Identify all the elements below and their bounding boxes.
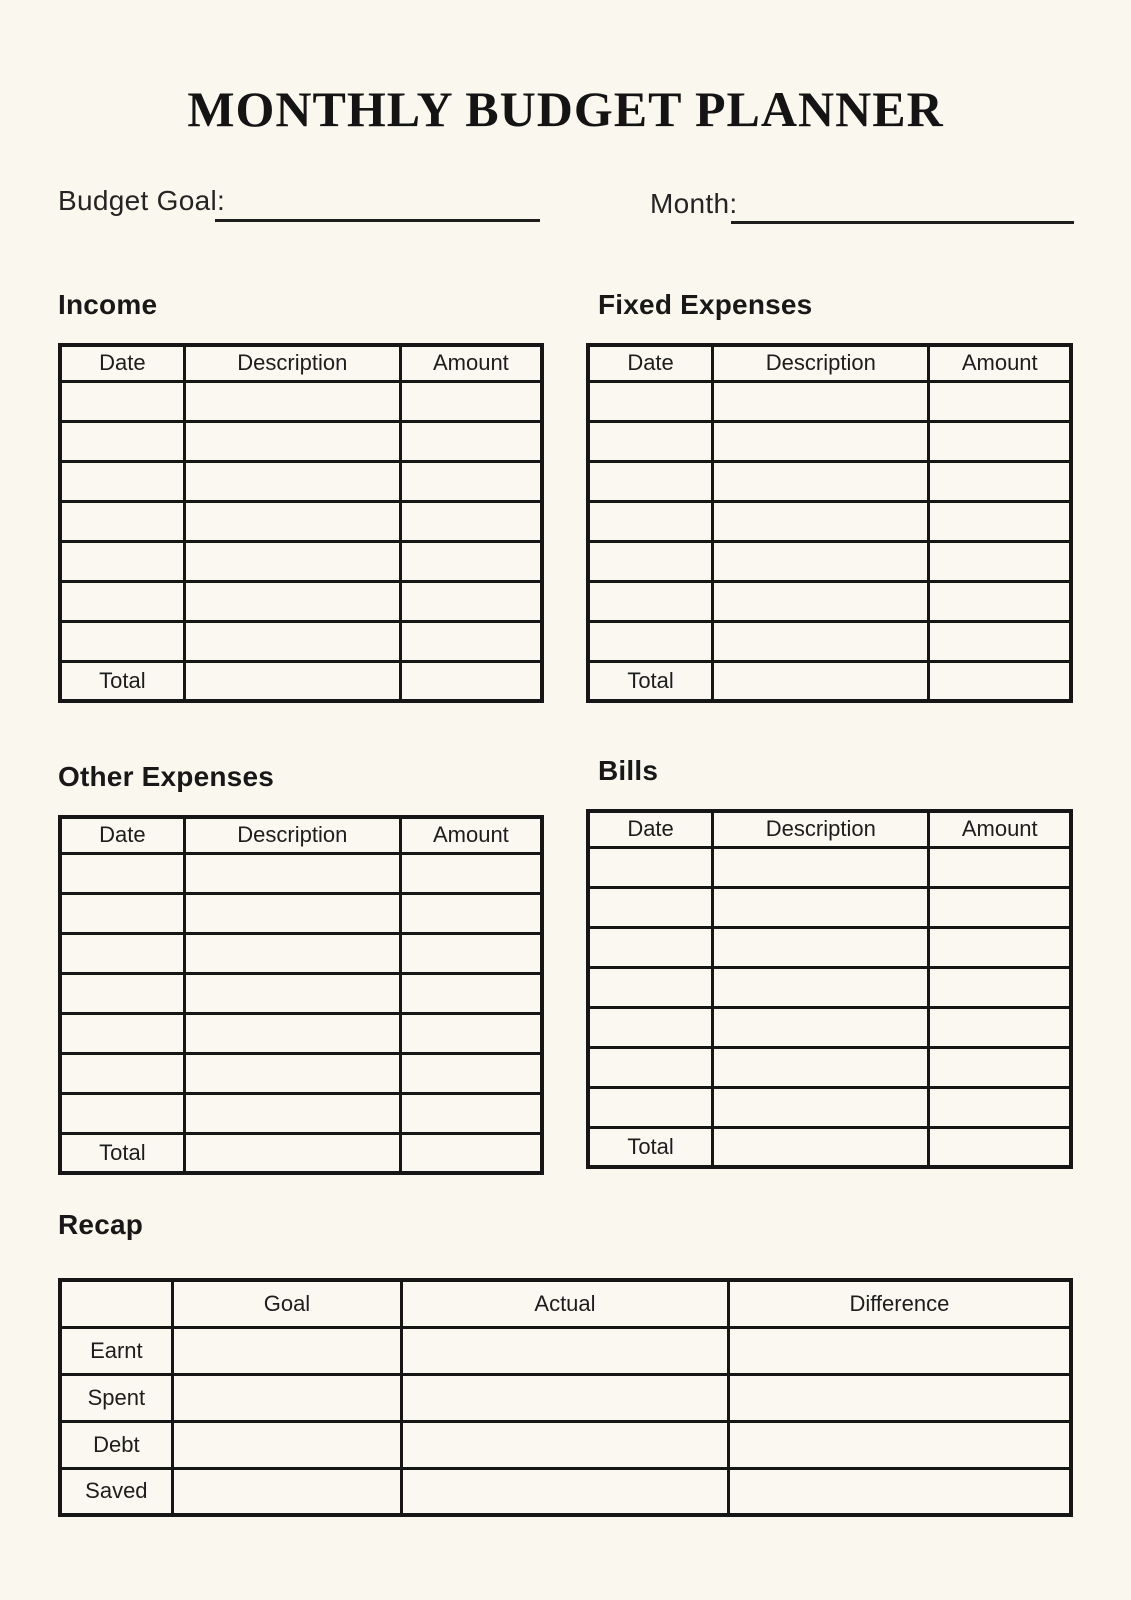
recap-heading: Recap bbox=[58, 1209, 144, 1240]
bills-section bbox=[586, 754, 1073, 1169]
recap-column-header-actual: Actual bbox=[402, 1280, 729, 1327]
fixed-expenses-date-cell[interactable] bbox=[588, 541, 713, 581]
other-expenses-date-cell[interactable] bbox=[60, 1013, 184, 1053]
income-date-cell[interactable] bbox=[60, 381, 184, 421]
other-expenses-row-6 bbox=[60, 1053, 542, 1093]
income-row-3 bbox=[60, 461, 542, 501]
month-input-line[interactable] bbox=[731, 221, 1074, 224]
bills-description-cell[interactable] bbox=[713, 847, 929, 887]
income-section bbox=[58, 288, 544, 703]
recap-debt-difference-cell[interactable] bbox=[728, 1421, 1071, 1468]
fixed-expenses-amount-cell[interactable] bbox=[929, 461, 1071, 501]
recap-row-label-saved: Saved bbox=[60, 1468, 172, 1515]
bills-amount-cell[interactable] bbox=[929, 1007, 1071, 1047]
recap-debt-actual-cell[interactable] bbox=[402, 1421, 729, 1468]
bills-date-cell[interactable] bbox=[588, 1047, 713, 1087]
fixed-expenses-total-description-cell[interactable] bbox=[713, 661, 929, 701]
bills-total-label: Total bbox=[588, 1127, 713, 1167]
other-expenses-row-4 bbox=[60, 973, 542, 1013]
income-column-header-amount: Amount bbox=[400, 345, 542, 381]
recap-earnt-difference-cell[interactable] bbox=[728, 1327, 1071, 1374]
other-expenses-row-3 bbox=[60, 933, 542, 973]
bills-row-5 bbox=[588, 1007, 1071, 1047]
bills-date-cell[interactable] bbox=[588, 927, 713, 967]
income-row-2 bbox=[60, 421, 542, 461]
bills-column-header-description: Description bbox=[713, 811, 929, 847]
other-expenses-description-cell[interactable] bbox=[184, 1053, 400, 1093]
fixed-expenses-row-6 bbox=[588, 581, 1071, 621]
bills-date-cell[interactable] bbox=[588, 1087, 713, 1127]
income-total-amount-cell[interactable] bbox=[400, 661, 542, 701]
fixed-expenses-section bbox=[586, 288, 1073, 703]
other-expenses-amount-cell[interactable] bbox=[400, 933, 542, 973]
recap-row-label-earnt: Earnt bbox=[60, 1327, 172, 1374]
other-expenses-total-label: Total bbox=[60, 1133, 184, 1173]
other-expenses-amount-cell[interactable] bbox=[400, 1013, 542, 1053]
income-date-cell[interactable] bbox=[60, 541, 184, 581]
recap-column-header-difference: Difference bbox=[728, 1280, 1071, 1327]
income-description-cell[interactable] bbox=[184, 621, 400, 661]
other-expenses-row-1 bbox=[60, 853, 542, 893]
bills-row-2 bbox=[588, 887, 1071, 927]
recap-row-earnt bbox=[60, 1327, 1071, 1374]
fixed-expenses-description-cell[interactable] bbox=[713, 381, 929, 421]
bills-amount-cell[interactable] bbox=[929, 847, 1071, 887]
other-expenses-amount-cell[interactable] bbox=[400, 973, 542, 1013]
other-expenses-row-2 bbox=[60, 893, 542, 933]
income-row-7 bbox=[60, 621, 542, 661]
fixed-expenses-heading: Fixed Expenses bbox=[598, 289, 813, 320]
income-amount-cell[interactable] bbox=[400, 501, 542, 541]
other-expenses-section bbox=[58, 760, 544, 1175]
bills-date-cell[interactable] bbox=[588, 1007, 713, 1047]
recap-row-saved bbox=[60, 1468, 1071, 1515]
fixed-expenses-total-row bbox=[588, 661, 1071, 701]
income-amount-cell[interactable] bbox=[400, 381, 542, 421]
fixed-expenses-row-3 bbox=[588, 461, 1071, 501]
fixed-expenses-total-amount-cell[interactable] bbox=[929, 661, 1071, 701]
recap-corner-cell bbox=[60, 1280, 172, 1327]
income-amount-cell[interactable] bbox=[400, 621, 542, 661]
other-expenses-description-cell[interactable] bbox=[184, 853, 400, 893]
fixed-expenses-row-7 bbox=[588, 621, 1071, 661]
fixed-expenses-date-cell[interactable] bbox=[588, 421, 713, 461]
bills-column-header-date: Date bbox=[588, 811, 713, 847]
other-expenses-description-cell[interactable] bbox=[184, 933, 400, 973]
other-expenses-header-row bbox=[60, 817, 542, 853]
recap-section bbox=[58, 1208, 1073, 1517]
other-expenses-amount-cell[interactable] bbox=[400, 853, 542, 893]
bills-table bbox=[586, 809, 1073, 1169]
budget-goal-label: Budget Goal: bbox=[58, 185, 226, 216]
recap-row-debt bbox=[60, 1421, 1071, 1468]
other-expenses-column-header-description: Description bbox=[184, 817, 400, 853]
other-expenses-row-7 bbox=[60, 1093, 542, 1133]
fixed-expenses-date-cell[interactable] bbox=[588, 621, 713, 661]
fixed-expenses-description-cell[interactable] bbox=[713, 421, 929, 461]
bills-row-4 bbox=[588, 967, 1071, 1007]
other-expenses-date-cell[interactable] bbox=[60, 933, 184, 973]
recap-row-spent bbox=[60, 1374, 1071, 1421]
income-column-header-description: Description bbox=[184, 345, 400, 381]
bills-description-cell[interactable] bbox=[713, 967, 929, 1007]
income-description-cell[interactable] bbox=[184, 381, 400, 421]
other-expenses-date-cell[interactable] bbox=[60, 1053, 184, 1093]
other-expenses-date-cell[interactable] bbox=[60, 853, 184, 893]
fixed-expenses-column-header-date: Date bbox=[588, 345, 713, 381]
income-description-cell[interactable] bbox=[184, 421, 400, 461]
fixed-expenses-description-cell[interactable] bbox=[713, 621, 929, 661]
fixed-expenses-description-cell[interactable] bbox=[713, 461, 929, 501]
fixed-expenses-total-label: Total bbox=[588, 661, 713, 701]
fixed-expenses-row-1 bbox=[588, 381, 1071, 421]
other-expenses-description-cell[interactable] bbox=[184, 893, 400, 933]
recap-header-row bbox=[60, 1280, 1071, 1327]
other-expenses-heading: Other Expenses bbox=[58, 761, 274, 792]
bills-amount-cell[interactable] bbox=[929, 927, 1071, 967]
income-row-6 bbox=[60, 581, 542, 621]
income-date-cell[interactable] bbox=[60, 621, 184, 661]
income-row-1 bbox=[60, 381, 542, 421]
bills-description-cell[interactable] bbox=[713, 927, 929, 967]
income-heading: Income bbox=[58, 289, 158, 320]
fixed-expenses-amount-cell[interactable] bbox=[929, 381, 1071, 421]
fixed-expenses-date-cell[interactable] bbox=[588, 381, 713, 421]
other-expenses-description-cell[interactable] bbox=[184, 1093, 400, 1133]
bills-amount-cell[interactable] bbox=[929, 887, 1071, 927]
recap-earnt-actual-cell[interactable] bbox=[402, 1327, 729, 1374]
recap-table bbox=[58, 1278, 1073, 1517]
page-title: MONTHLY BUDGET PLANNER bbox=[187, 81, 944, 137]
fixed-expenses-row-4 bbox=[588, 501, 1071, 541]
bills-description-cell[interactable] bbox=[713, 1087, 929, 1127]
recap-row-label-debt: Debt bbox=[60, 1421, 172, 1468]
fixed-expenses-column-header-amount: Amount bbox=[929, 345, 1071, 381]
income-header-row bbox=[60, 345, 542, 381]
bills-date-cell[interactable] bbox=[588, 887, 713, 927]
recap-row-label-spent: Spent bbox=[60, 1374, 172, 1421]
income-total-row bbox=[60, 661, 542, 701]
income-row-4 bbox=[60, 501, 542, 541]
recap-spent-actual-cell[interactable] bbox=[402, 1374, 729, 1421]
fixed-expenses-amount-cell[interactable] bbox=[929, 501, 1071, 541]
income-date-cell[interactable] bbox=[60, 501, 184, 541]
other-expenses-column-header-date: Date bbox=[60, 817, 184, 853]
fixed-expenses-column-header-description: Description bbox=[713, 345, 929, 381]
fixed-expenses-date-cell[interactable] bbox=[588, 581, 713, 621]
other-expenses-date-cell[interactable] bbox=[60, 893, 184, 933]
income-description-cell[interactable] bbox=[184, 461, 400, 501]
other-expenses-amount-cell[interactable] bbox=[400, 1093, 542, 1133]
other-expenses-description-cell[interactable] bbox=[184, 1013, 400, 1053]
fixed-expenses-amount-cell[interactable] bbox=[929, 581, 1071, 621]
fixed-expenses-description-cell[interactable] bbox=[713, 501, 929, 541]
bills-total-description-cell[interactable] bbox=[713, 1127, 929, 1167]
bills-description-cell[interactable] bbox=[713, 887, 929, 927]
bills-row-6 bbox=[588, 1047, 1071, 1087]
bills-column-header-amount: Amount bbox=[929, 811, 1071, 847]
bills-total-row bbox=[588, 1127, 1071, 1167]
fixed-expenses-amount-cell[interactable] bbox=[929, 621, 1071, 661]
fixed-expenses-date-cell[interactable] bbox=[588, 461, 713, 501]
income-amount-cell[interactable] bbox=[400, 461, 542, 501]
budget-goal-input-line[interactable] bbox=[215, 219, 540, 222]
bills-amount-cell[interactable] bbox=[929, 1047, 1071, 1087]
fixed-expenses-amount-cell[interactable] bbox=[929, 421, 1071, 461]
recap-spent-difference-cell[interactable] bbox=[728, 1374, 1071, 1421]
month-label: Month: bbox=[650, 188, 738, 219]
income-total-description-cell[interactable] bbox=[184, 661, 400, 701]
income-date-cell[interactable] bbox=[60, 581, 184, 621]
income-date-cell[interactable] bbox=[60, 421, 184, 461]
fixed-expenses-date-cell[interactable] bbox=[588, 501, 713, 541]
income-date-cell[interactable] bbox=[60, 461, 184, 501]
bills-row-7 bbox=[588, 1087, 1071, 1127]
other-expenses-row-5 bbox=[60, 1013, 542, 1053]
other-expenses-date-cell[interactable] bbox=[60, 973, 184, 1013]
other-expenses-table bbox=[58, 815, 544, 1175]
fixed-expenses-table bbox=[586, 343, 1073, 703]
income-amount-cell[interactable] bbox=[400, 421, 542, 461]
other-expenses-column-header-amount: Amount bbox=[400, 817, 542, 853]
recap-spent-goal-cell[interactable] bbox=[172, 1374, 401, 1421]
income-table bbox=[58, 343, 544, 703]
recap-saved-goal-cell[interactable] bbox=[172, 1468, 401, 1515]
income-description-cell[interactable] bbox=[184, 581, 400, 621]
other-expenses-total-description-cell[interactable] bbox=[184, 1133, 400, 1173]
income-description-cell[interactable] bbox=[184, 541, 400, 581]
bills-description-cell[interactable] bbox=[713, 1007, 929, 1047]
income-total-label: Total bbox=[60, 661, 184, 701]
bills-row-1 bbox=[588, 847, 1071, 887]
recap-debt-goal-cell[interactable] bbox=[172, 1421, 401, 1468]
other-expenses-amount-cell[interactable] bbox=[400, 893, 542, 933]
other-expenses-amount-cell[interactable] bbox=[400, 1053, 542, 1093]
bills-total-amount-cell[interactable] bbox=[929, 1127, 1071, 1167]
income-amount-cell[interactable] bbox=[400, 581, 542, 621]
bills-amount-cell[interactable] bbox=[929, 1087, 1071, 1127]
other-expenses-total-row bbox=[60, 1133, 542, 1173]
recap-saved-actual-cell[interactable] bbox=[402, 1468, 729, 1515]
fixed-expenses-row-2 bbox=[588, 421, 1071, 461]
bills-row-3 bbox=[588, 927, 1071, 967]
fixed-expenses-row-5 bbox=[588, 541, 1071, 581]
fixed-expenses-header-row bbox=[588, 345, 1071, 381]
bills-description-cell[interactable] bbox=[713, 1047, 929, 1087]
fixed-expenses-amount-cell[interactable] bbox=[929, 541, 1071, 581]
bills-date-cell[interactable] bbox=[588, 967, 713, 1007]
recap-column-header-goal: Goal bbox=[172, 1280, 401, 1327]
bills-header-row bbox=[588, 811, 1071, 847]
income-row-5 bbox=[60, 541, 542, 581]
income-column-header-date: Date bbox=[60, 345, 184, 381]
income-amount-cell[interactable] bbox=[400, 541, 542, 581]
fixed-expenses-description-cell[interactable] bbox=[713, 581, 929, 621]
bills-heading: Bills bbox=[598, 755, 659, 786]
income-description-cell[interactable] bbox=[184, 501, 400, 541]
recap-saved-difference-cell[interactable] bbox=[728, 1468, 1071, 1515]
other-expenses-total-amount-cell[interactable] bbox=[400, 1133, 542, 1173]
fixed-expenses-description-cell[interactable] bbox=[713, 541, 929, 581]
bills-date-cell[interactable] bbox=[588, 847, 713, 887]
other-expenses-description-cell[interactable] bbox=[184, 973, 400, 1013]
recap-earnt-goal-cell[interactable] bbox=[172, 1327, 401, 1374]
other-expenses-date-cell[interactable] bbox=[60, 1093, 184, 1133]
bills-amount-cell[interactable] bbox=[929, 967, 1071, 1007]
